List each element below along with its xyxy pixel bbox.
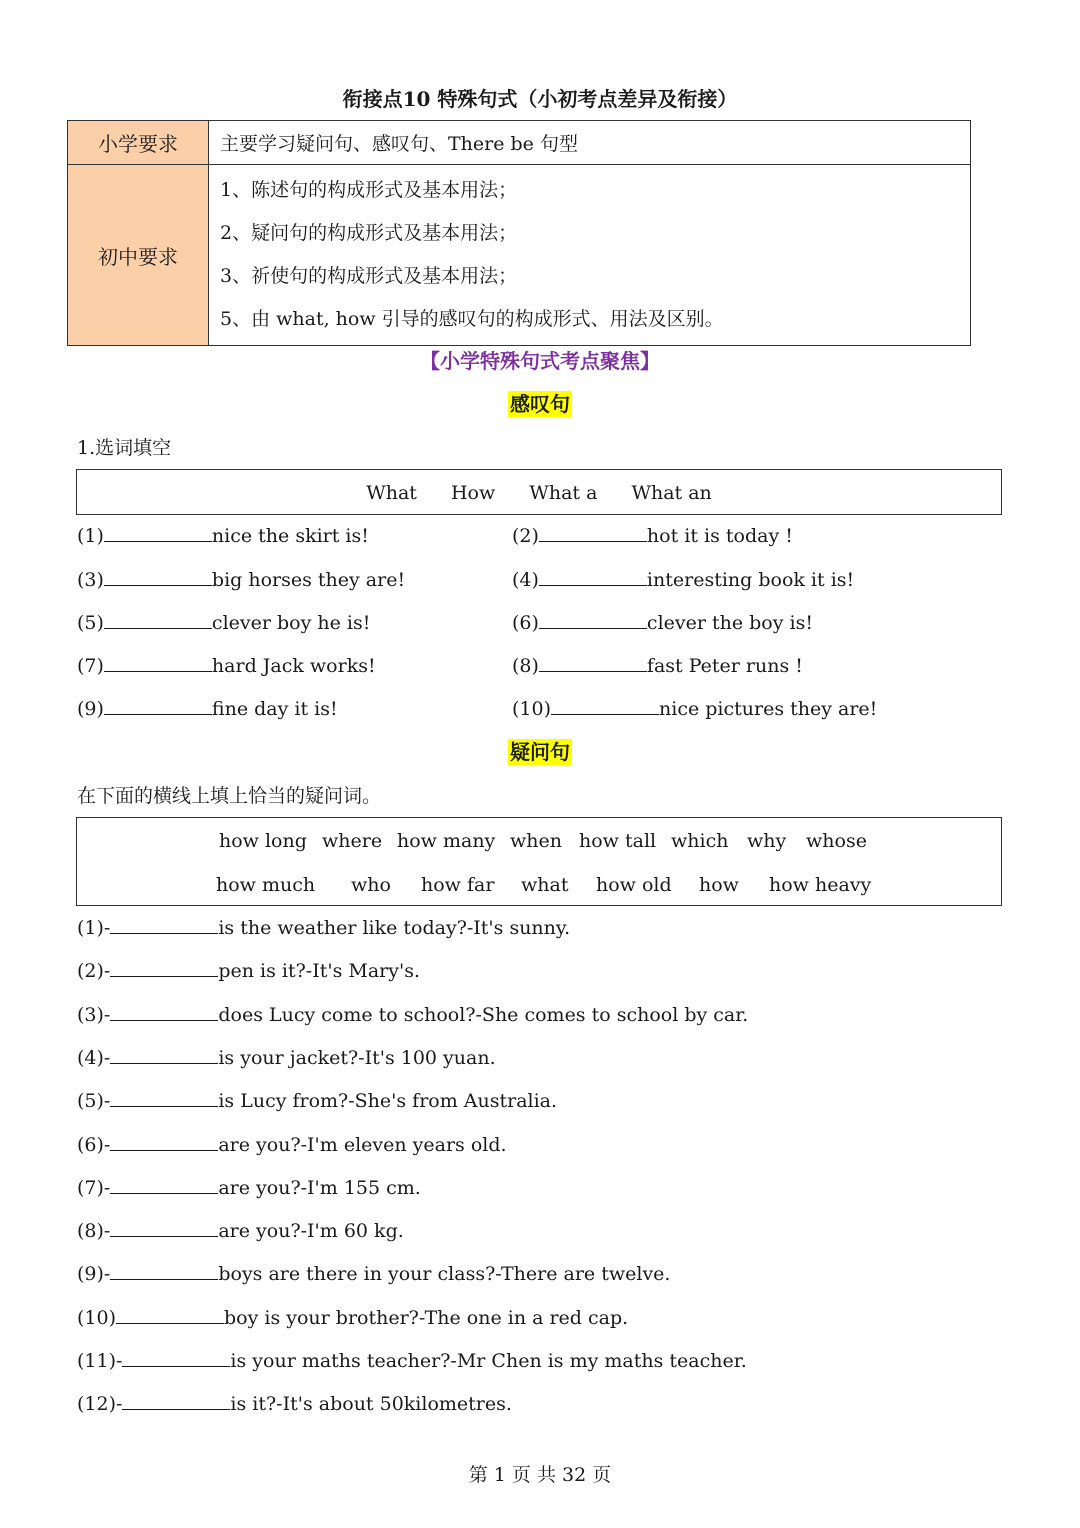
word-bank-item: how old (596, 874, 672, 896)
exercise-item: (7)- are you?-I'm 155 cm. (77, 1173, 421, 1203)
word-bank-item: how (699, 874, 739, 896)
exercise-item: (2)- pen is it?-It's Mary's. (77, 956, 420, 986)
question-instruction: 在下面的横线上填上恰当的疑问词。 (77, 785, 382, 807)
answer-blank[interactable] (110, 1216, 218, 1237)
junior-item: 1、陈述句的构成形式及基本用法； (220, 179, 518, 201)
answer-blank[interactable] (539, 651, 647, 672)
junior-item: 5、由 what, how 引导的感叹句的构成形式、用法及区别。 (220, 308, 724, 330)
exclamation-heading-wrap (0, 389, 1080, 419)
word-bank-item: whose (806, 830, 867, 852)
exercise-item: (6)- are you?-I'm eleven years old. (77, 1130, 507, 1160)
answer-blank[interactable] (104, 565, 212, 586)
answer-blank[interactable] (110, 1259, 218, 1280)
answer-blank[interactable] (110, 1000, 218, 1021)
word-bank-item: how heavy (769, 874, 872, 896)
exercise-item: (11)- is your maths teacher?-Mr Chen is my maths teacher. (77, 1346, 747, 1376)
requirements-table (67, 120, 971, 346)
question-word-bank (76, 817, 1002, 906)
exercise-item: (4)- is your jacket?-It's 100 yuan. (77, 1043, 496, 1073)
word-bank-item: What an (631, 482, 712, 504)
primary-requirement-row (68, 121, 971, 165)
word-bank-item: how long (219, 830, 307, 852)
answer-blank[interactable] (116, 1303, 224, 1324)
primary-content: 主要学习疑问句、感叹句、There be 句型 (209, 121, 971, 165)
primary-label: 小学要求 (68, 121, 209, 165)
exercise-item: (8) fast Peter runs ! (512, 651, 803, 681)
answer-blank[interactable] (122, 1389, 230, 1410)
page-footer: 第 1 页 共 32 页 (468, 1464, 612, 1486)
exercise-item: (6) clever the boy is! (512, 608, 813, 638)
word-bank-item: when (510, 830, 562, 852)
junior-item: 2、疑问句的构成形式及基本用法； (220, 222, 518, 244)
exercise-item: (3)- does Lucy come to school?-She comes to school by car. (77, 1000, 748, 1030)
word-bank-item: how far (421, 874, 495, 896)
word-bank-item: What a (529, 482, 598, 504)
exercise-item: (9)- boys are there in your class?-There are twelve. (77, 1259, 670, 1289)
answer-blank[interactable] (539, 608, 647, 629)
answer-blank[interactable] (110, 956, 218, 977)
exercise-item: (5)- is Lucy from?-She's from Australia. (77, 1086, 557, 1116)
exercise-item: (8)- are you?-I'm 60 kg. (77, 1216, 404, 1246)
word-bank-item: where (322, 830, 383, 852)
answer-blank[interactable] (122, 1346, 230, 1367)
word-bank-item: why (747, 830, 787, 852)
word-bank-item: how many (397, 830, 496, 852)
exercise-item: (10) nice pictures they are! (512, 694, 877, 724)
word-bank-item: how tall (579, 830, 657, 852)
answer-blank[interactable] (104, 651, 212, 672)
junior-content (209, 165, 971, 346)
exercise-item: (10) boy is your brother?-The one in a red cap. (77, 1303, 628, 1333)
answer-blank[interactable] (110, 1130, 218, 1151)
exercise-item: (1)- is the weather like today?-It's sunny. (77, 913, 570, 943)
exercise-item: (2) hot it is today ! (512, 521, 793, 551)
exclamation-instruction: 1.选词填空 (77, 437, 172, 459)
answer-blank[interactable] (551, 694, 659, 715)
answer-blank[interactable] (104, 608, 212, 629)
answer-blank[interactable] (110, 1086, 218, 1107)
answer-blank[interactable] (110, 1043, 218, 1064)
answer-blank[interactable] (539, 565, 647, 586)
answer-blank[interactable] (104, 694, 212, 715)
page-title: 衔接点10 特殊句式（小初考点差异及衔接） (342, 87, 738, 111)
junior-label: 初中要求 (68, 165, 209, 346)
exercise-item: (5) clever boy he is! (77, 608, 370, 638)
answer-blank[interactable] (110, 913, 218, 934)
exercise-item: (7) hard Jack works! (77, 651, 376, 681)
word-bank-item: how much (216, 874, 316, 896)
junior-item: 3、祈使句的构成形式及基本用法； (220, 265, 518, 287)
question-heading: 疑问句 (510, 740, 570, 764)
answer-blank[interactable] (104, 521, 212, 542)
word-bank-item: what (521, 874, 569, 896)
word-bank-item: who (351, 874, 391, 896)
junior-requirement-row (68, 165, 971, 346)
exclamation-word-bank (76, 469, 1002, 515)
exercise-item: (3) big horses they are! (77, 565, 405, 595)
word-bank-item: What (366, 482, 417, 504)
word-bank-item: How (450, 482, 496, 504)
word-bank-item: which (671, 830, 729, 852)
exercise-item: (9) fine day it is! (77, 694, 338, 724)
exercise-item: (4) interesting book it is! (512, 565, 854, 595)
exclamation-heading: 感叹句 (510, 392, 570, 416)
answer-blank[interactable] (539, 521, 647, 542)
section-heading: 【小学特殊句式考点聚焦】 (420, 349, 660, 373)
exercise-item: (1) nice the skirt is! (77, 521, 369, 551)
answer-blank[interactable] (110, 1173, 218, 1194)
question-heading-wrap (0, 737, 1080, 767)
exercise-item: (12)- is it?-It's about 50kilometres. (77, 1389, 512, 1419)
